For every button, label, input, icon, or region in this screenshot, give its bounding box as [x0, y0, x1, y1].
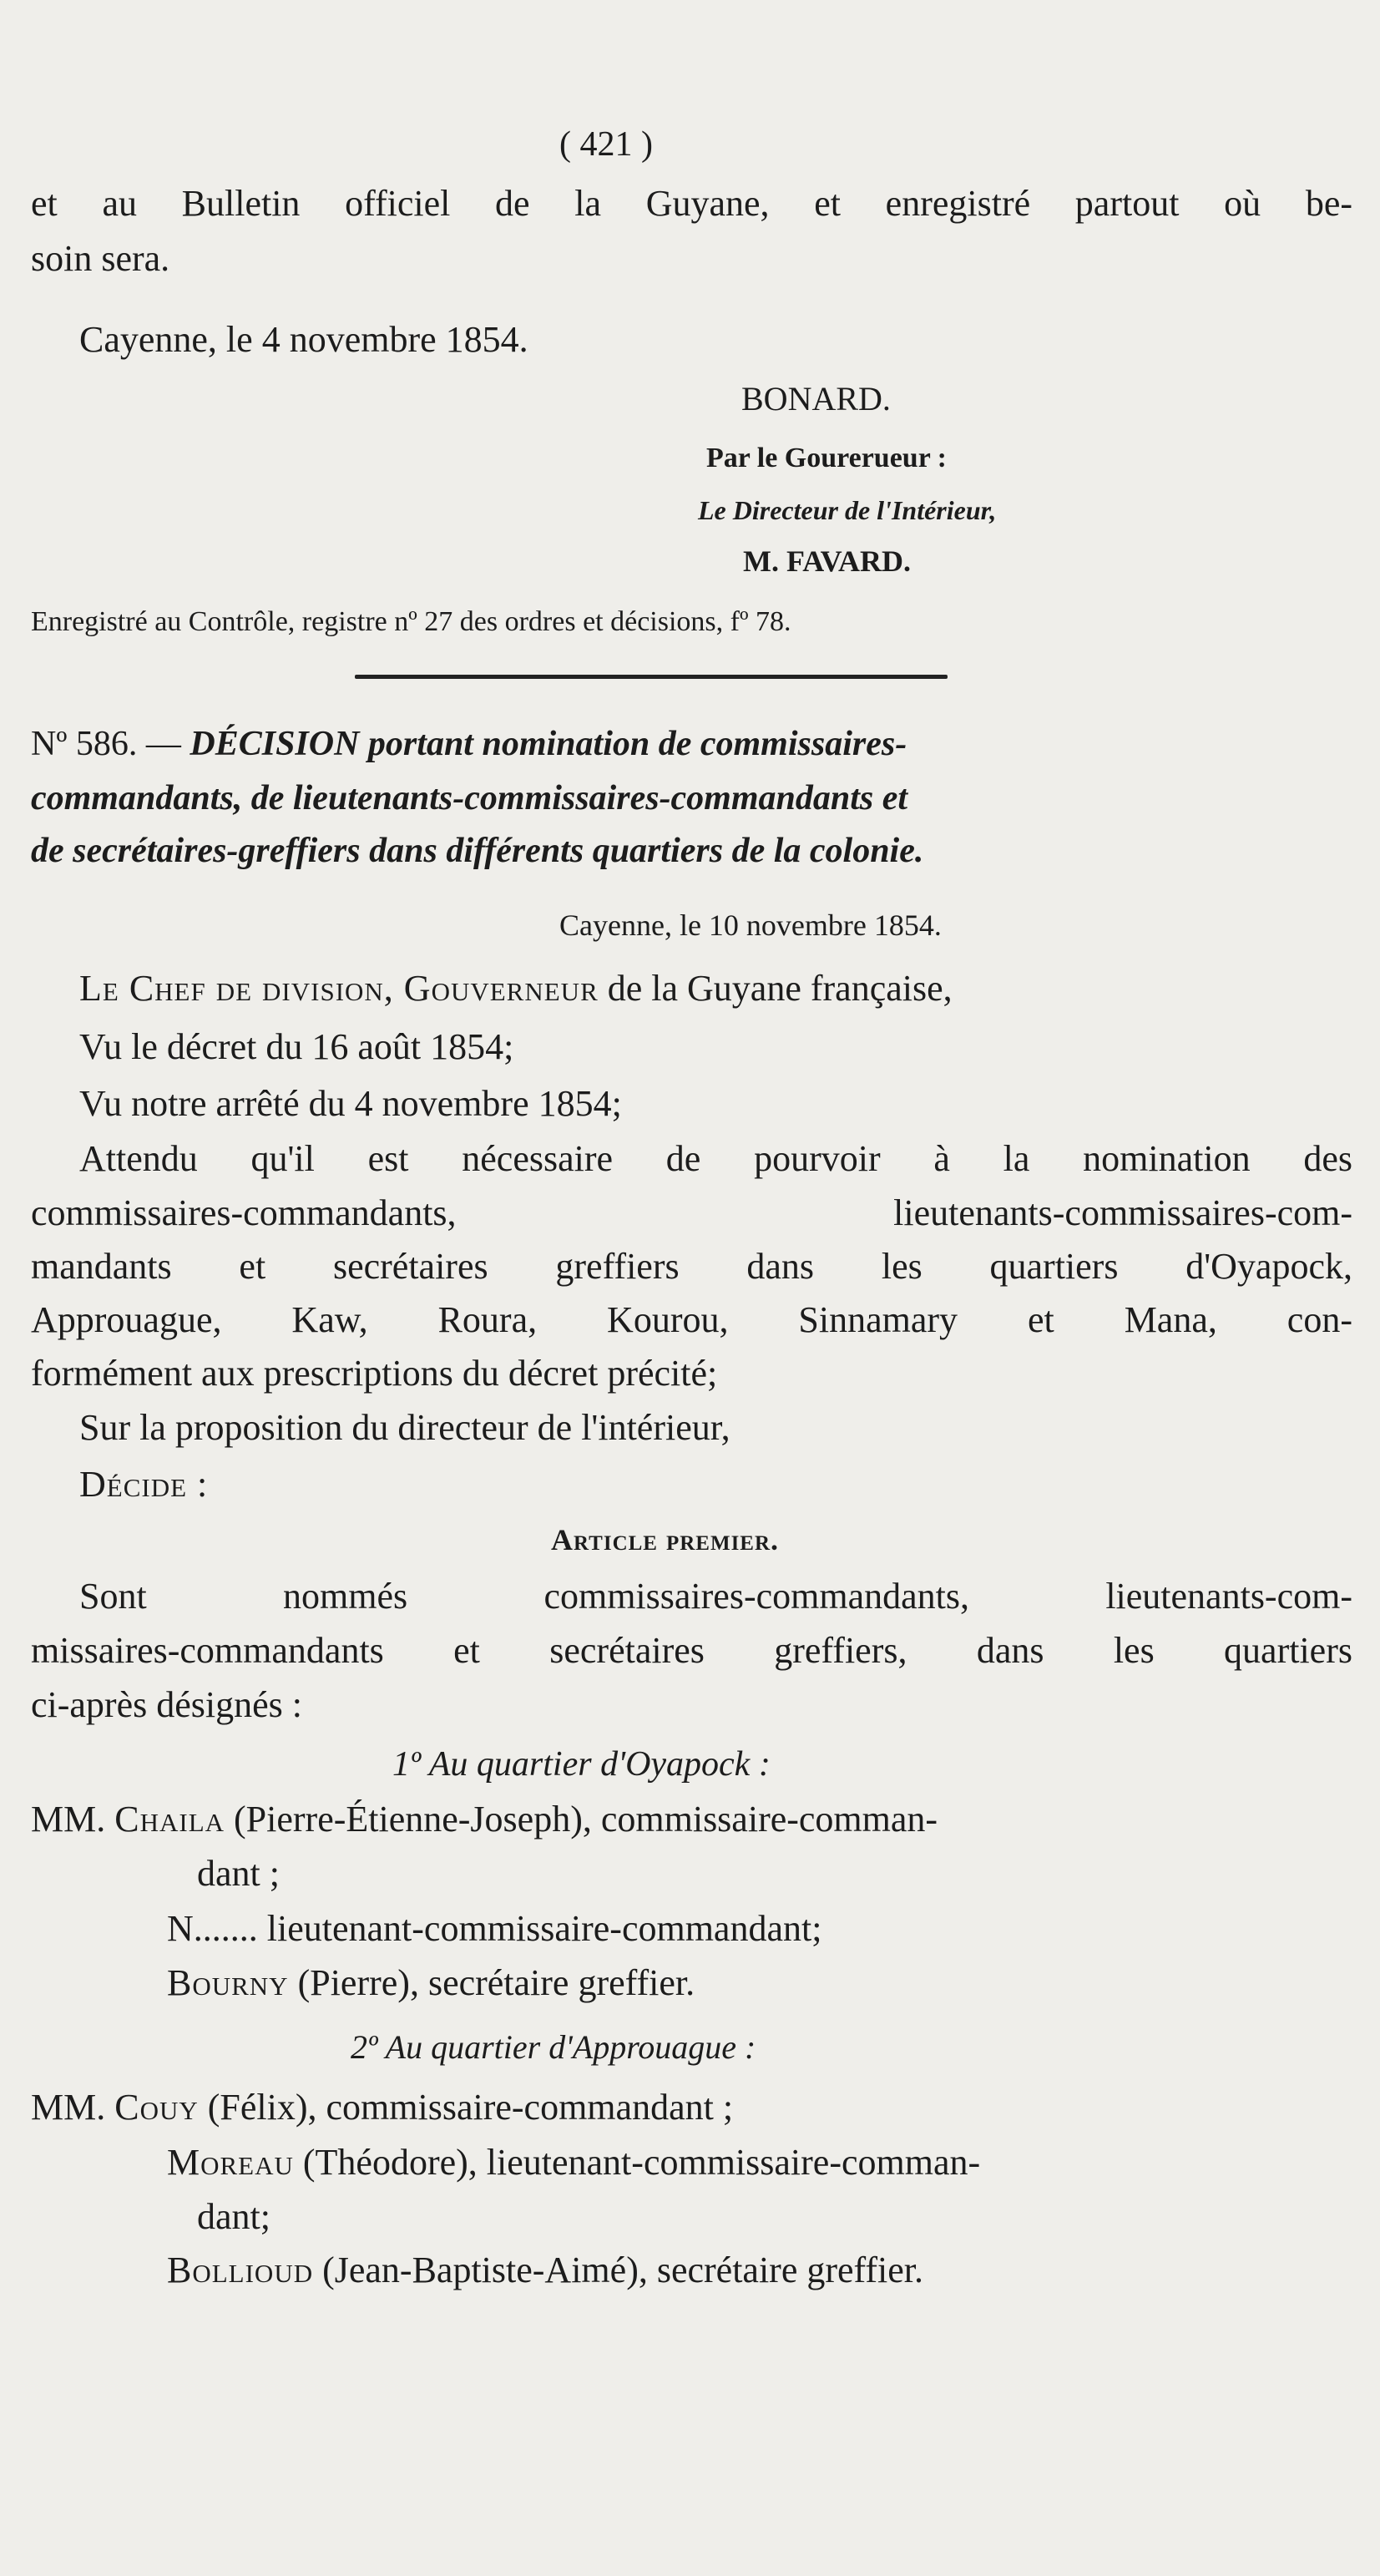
approuague-secretaire	[167, 2252, 923, 2289]
decision-dateline: Cayenne, le 10 novembre 1854.	[559, 908, 942, 942]
attendu-line-5: formément aux prescriptions du décret précité;	[31, 1353, 718, 1394]
section-divider	[355, 675, 948, 679]
sont-nommes-line-2: missaires-commandants et secrétaires greffiers, dans les quartiers	[31, 1630, 1352, 1671]
approuague-secretaire-name: Bollioud	[167, 2250, 314, 2290]
approuague-mm: MM.	[31, 2087, 106, 2128]
oyapock-commissaire-name: Chaila	[114, 1799, 225, 1840]
page-number: ( 421 )	[559, 125, 653, 164]
approuague-commissaire-rest: (Félix), commissaire-commandant ;	[207, 2087, 734, 2128]
decision-title-line-3: de secrétaires-greffiers dans différents quartiers de la colonie.	[31, 832, 924, 870]
decision-number: Nº 586. —	[31, 725, 181, 763]
quartier-oyapock-heading: 1º Au quartier d'Oyapock :	[392, 1745, 771, 1784]
sont-nommes-line-3: ci-après désignés :	[31, 1684, 302, 1725]
approuague-commissaire-name: Couy	[114, 2087, 199, 2128]
approuague-commissaire	[31, 2089, 733, 2126]
approuague-lieutenant	[167, 2144, 980, 2181]
oyapock-commissaire	[31, 1801, 938, 1838]
sont-nommes-line-1: Sont nommés commissaires-commandants, lieutenants-com-	[79, 1576, 1352, 1617]
vu-arrete: Vu notre arrêté du 4 novembre 1854;	[79, 1083, 622, 1124]
oyapock-mm: MM.	[31, 1799, 106, 1840]
attendu-line-4: Approuague, Kaw, Roura, Kourou, Sinnamary et Mana, con-	[31, 1299, 1352, 1340]
article-premier: Article premier.	[551, 1523, 780, 1556]
prev-text-line-1: et au Bulletin officiel de la Guyane, et enregistré partout où be-	[31, 183, 1352, 224]
prev-dateline: Cayenne, le 4 novembre 1854.	[79, 319, 528, 360]
quartier-approuague-heading: 2º Au quartier d'Approuague :	[351, 2028, 756, 2066]
preamble-authority-title: Le Chef de division, Gouverneur	[79, 968, 599, 1009]
decision-title-line-1	[31, 726, 907, 762]
approuague-secretaire-rest: (Jean-Baptiste-Aimé), secrétaire greffier.	[322, 2250, 924, 2290]
approuague-lieutenant-cont: dant;	[197, 2196, 270, 2237]
sur-la-proposition: Sur la proposition du directeur de l'intérieur,	[79, 1407, 730, 1448]
decision-title-line-2: commandants, de lieutenants-commissaires-commandants et	[31, 779, 908, 817]
prev-directeur: Le Directeur de l'Intérieur,	[698, 495, 997, 525]
preamble-authority	[79, 970, 953, 1007]
prev-text-line-2: soin sera.	[31, 238, 170, 279]
approuague-lieutenant-name: Moreau	[167, 2142, 294, 2183]
prev-signer: BONARD.	[741, 380, 891, 418]
oyapock-commissaire-rest: (Pierre-Étienne-Joseph), commissaire-comman-	[234, 1799, 938, 1840]
prev-par-le-gouverneur: Par le Gourerueur :	[706, 443, 948, 473]
oyapock-secretaire	[167, 1962, 695, 2003]
prev-enregistre: Enregistré au Contrôle, registre nº 27 des ordres et décisions, fº 78.	[31, 606, 791, 637]
oyapock-secretaire-rest: (Pierre), secrétaire greffier.	[297, 1962, 695, 2003]
vu-decret: Vu le décret du 16 août 1854;	[79, 1026, 514, 1067]
attendu-line-2: commissaires-commandants, lieutenants-commissaires-com-	[31, 1192, 1352, 1233]
oyapock-secretaire-name: Bourny	[167, 1962, 289, 2003]
preamble-authority-rest: de la Guyane française,	[607, 968, 953, 1009]
oyapock-commissaire-cont: dant ;	[197, 1853, 280, 1894]
attendu-line-3: mandants et secrétaires greffiers dans les quartiers d'Oyapock,	[31, 1246, 1352, 1287]
attendu-line-1: Attendu qu'il est nécessaire de pourvoir à la nomination des	[79, 1138, 1352, 1179]
oyapock-lieutenant: N....... lieutenant-commissaire-commandant;	[167, 1908, 822, 1949]
prev-favard: M. FAVARD.	[743, 544, 912, 578]
approuague-lieutenant-rest: (Théodore), lieutenant-commissaire-comman-	[302, 2142, 981, 2183]
decide: Décide :	[79, 1464, 209, 1505]
decision-title-start: DÉCISION portant nomination de commissaires-	[190, 725, 907, 763]
